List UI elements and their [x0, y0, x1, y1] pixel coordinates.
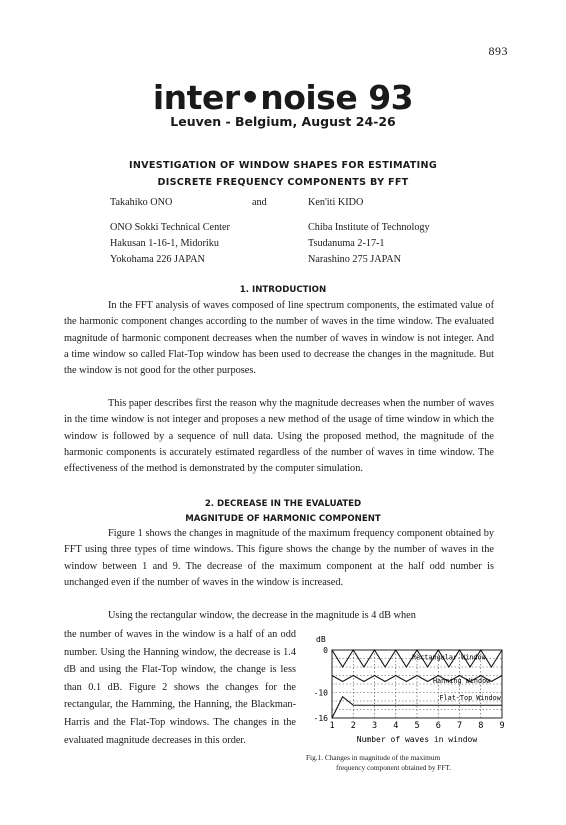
- hanning-window-label: Hanning Window: [432, 677, 491, 686]
- intro-paragraph-2: [64, 396, 494, 477]
- intro-paragraph-2-text: This paper describes first the reason why the magnitude decreases when the number of waves in the time window is not integer and proposes a new method of the usage of time window in which the window is followed by a sequence of null data. Using the proposed method, the magnitude of the harmonic components is accurately estimated regardless of the number of waves in time window. The effectiveness of the method is demonstrated by the computer simulation.: [64, 398, 494, 475]
- chart-y-ticks: [314, 646, 329, 723]
- section2-paragraph-2-rest: the number of waves in the window is a half of an odd number. Using the Hanning window, the decrease is 1.4 dB and using the Flat-Top window, the change is less than 0.1 dB. Figure 2 shows the changes for the rectangular, the Hamming, the Hanning, the Blackman-Harris and the Flat-Top windows. The changes in the evaluated magnitude decreases in this order.: [64, 629, 296, 746]
- x-tick-label: 3: [371, 721, 378, 731]
- y-tick-label: -10: [313, 688, 328, 698]
- x-tick-label: 4: [393, 721, 399, 731]
- y-tick-label: 0: [323, 646, 328, 655]
- page-number: 893: [488, 44, 508, 58]
- flat-top-window-label: Flat-Top Window: [439, 694, 501, 703]
- section1-heading: 1. INTRODUCTION: [239, 285, 327, 295]
- chart-x-ticks: [329, 721, 504, 731]
- x-tick-label: 8: [478, 721, 484, 731]
- section2-paragraph-2-firstline-text: Using the rectangular window, the decrease in the magnitude is 4 dB when: [108, 610, 416, 621]
- x-tick-label: 9: [499, 721, 505, 731]
- author-right-name: Ken'iti KIDO: [308, 197, 364, 208]
- y-tick-label: -16: [313, 714, 328, 723]
- section2-heading-line1: 2. DECREASE IN THE EVALUATED: [204, 499, 362, 509]
- author-and: and: [252, 197, 267, 208]
- x-tick-label: 5: [414, 721, 420, 731]
- figure1-caption-line1: Fig.1. Changes in magnitude of the maximum: [306, 753, 441, 762]
- x-tick-label: 2: [350, 721, 356, 731]
- conference-logo: inter•noise 93: [152, 78, 414, 117]
- section2-heading-line2: MAGNITUDE OF HARMONIC COMPONENT: [185, 514, 381, 524]
- author-left-affil1: ONO Sokki Technical Center: [110, 222, 230, 233]
- conference-location: Leuven - Belgium, August 24-26: [170, 114, 396, 129]
- x-tick-label: 7: [456, 721, 463, 731]
- author-right-affil2: Tsudanuma 2-17-1: [308, 238, 385, 249]
- author-left-name: Takahiko ONO: [110, 197, 173, 208]
- rectangular-window-label: Rectangular Window: [412, 653, 486, 662]
- section2-paragraph-1: [64, 526, 494, 591]
- intro-paragraph-1-text: In the FFT analysis of waves composed of line spectrum components, the estimated value of the harmonic component changes according to the number of waves in the time window. The evaluated magnitude of harmonic component decreases when the number of waves in window is not integer. And a time window so called Flat-Top window has been used to decrease the changes in the magnitude. But the window is not good for the other purposes.: [64, 300, 494, 377]
- section2-paragraph-1-text: Figure 1 shows the changes in magnitude of the maximum frequency component obtained by FFT using three types of time windows. This figure shows the change by the number of waves in the window between 1 and 9. The decrease of the maximum component at the half odd number is unchanged even if the number of waves in the window is increased.: [64, 528, 494, 588]
- x-tick-label: 1: [329, 721, 335, 731]
- author-left-affil3: Yokohama 226 JAPAN: [110, 254, 205, 265]
- paper-title-line1: INVESTIGATION OF WINDOW SHAPES FOR ESTIMATING: [128, 160, 438, 171]
- chart-xlabel: Number of waves in window: [356, 735, 478, 744]
- chart-series-labels: [412, 653, 502, 702]
- chart-ylabel: dB: [316, 635, 326, 644]
- intro-paragraph-1: [64, 298, 494, 379]
- author-right-affil1: Chiba Institute of Technology: [308, 222, 430, 233]
- figure1-caption-line2: frequency component obtained by FFT.: [336, 763, 452, 772]
- x-tick-label: 6: [435, 721, 441, 731]
- paper-title-line2: DISCRETE FREQUENCY COMPONENTS BY FFT: [157, 177, 409, 188]
- section2-paragraph-2-firstline: [64, 608, 494, 624]
- author-left-affil2: Hakusan 1-16-1, Midoriku: [110, 238, 219, 249]
- figure1-chart: [302, 630, 512, 748]
- author-right-affil3: Narashino 275 JAPAN: [308, 254, 402, 265]
